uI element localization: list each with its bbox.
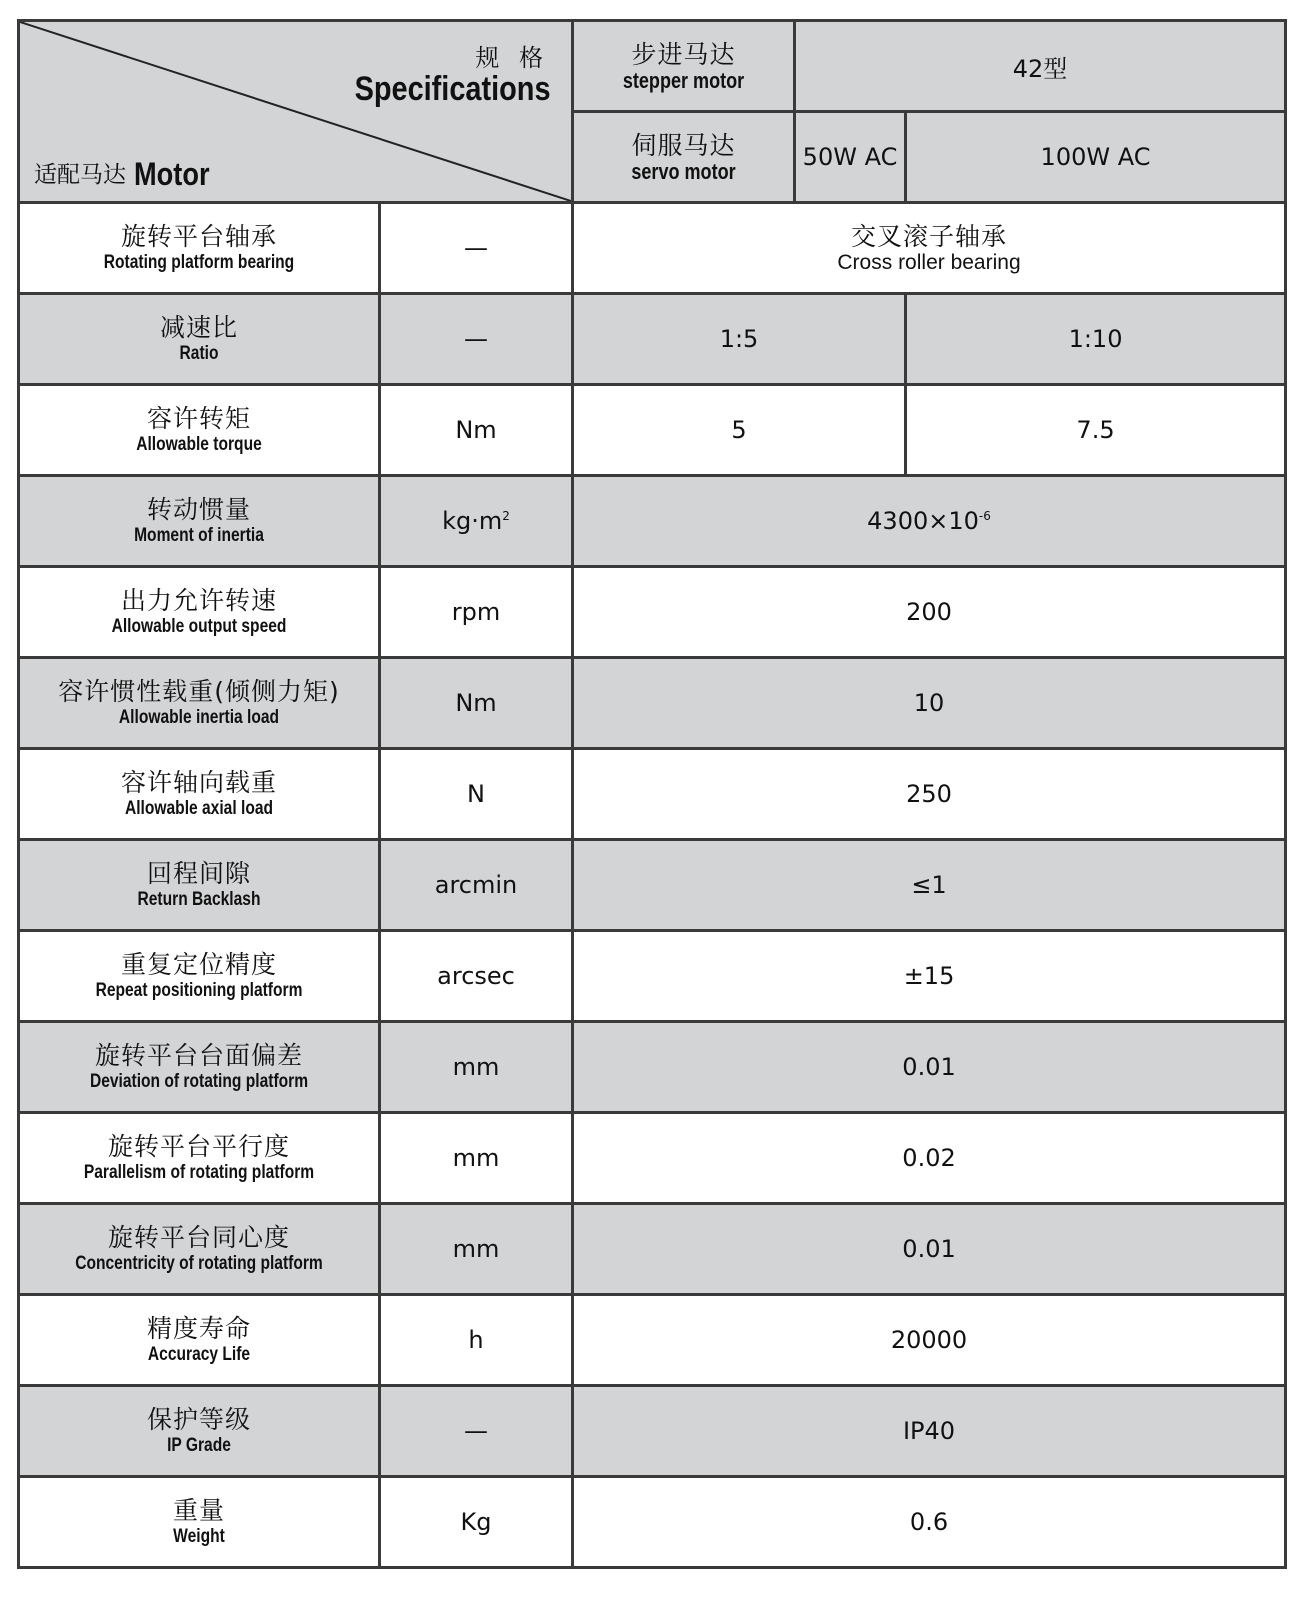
motor-label-en: Motor xyxy=(134,156,210,192)
param-name-en: Allowable torque xyxy=(136,434,262,455)
motor-label-zh: 适配马达 xyxy=(34,162,126,188)
value-base: 4300×10 xyxy=(867,507,979,535)
param-unit: Nm xyxy=(380,385,573,476)
table-row xyxy=(19,658,1286,749)
param-value xyxy=(573,203,1286,294)
servo-motor-header xyxy=(573,112,795,203)
param-unit: Nm xyxy=(380,658,573,749)
param-unit: Kg xyxy=(380,1477,573,1568)
table-row xyxy=(19,294,1286,385)
param-value-a: 1:5 xyxy=(573,294,906,385)
param-name-zh: 保护等级 xyxy=(146,1405,251,1434)
param-name xyxy=(19,567,380,658)
param-name-zh: 旋转平台同心度 xyxy=(107,1223,290,1252)
servo-100w-header: 100W AC xyxy=(906,112,1286,203)
param-name xyxy=(19,294,380,385)
param-name-en: Return Backlash xyxy=(137,889,261,910)
table-row xyxy=(19,476,1286,567)
param-name-zh: 容许惯性载重(倾侧力矩) xyxy=(58,677,340,706)
table-row xyxy=(19,203,1286,294)
param-name-zh: 旋转平台平行度 xyxy=(107,1132,290,1161)
param-name xyxy=(19,385,380,476)
param-unit: — xyxy=(380,203,573,294)
servo-motor-en: servo motor xyxy=(631,159,736,184)
param-name xyxy=(19,931,380,1022)
table-row xyxy=(19,1477,1286,1568)
param-name-en: Moment of inertia xyxy=(134,525,264,546)
param-name-zh: 转动惯量 xyxy=(146,495,251,524)
param-unit: arcsec xyxy=(380,931,573,1022)
servo-motor-zh: 伺服马达 xyxy=(631,131,736,160)
table-row xyxy=(19,1022,1286,1113)
table-row xyxy=(19,385,1286,476)
param-name-zh: 重复定位精度 xyxy=(120,950,277,979)
param-name xyxy=(19,1477,380,1568)
param-name xyxy=(19,1113,380,1204)
param-name-zh: 减速比 xyxy=(159,313,238,342)
param-name-en: Rotating platform bearing xyxy=(103,252,295,273)
table-row xyxy=(19,1295,1286,1386)
param-value: 0.02 xyxy=(573,1113,1286,1204)
spec-table xyxy=(17,19,1287,1569)
param-name xyxy=(19,840,380,931)
param-value-a: 5 xyxy=(573,385,906,476)
param-name-zh: 精度寿命 xyxy=(146,1314,251,1343)
table-row xyxy=(19,1386,1286,1477)
table-row xyxy=(19,567,1286,658)
param-value: 250 xyxy=(573,749,1286,840)
param-unit: mm xyxy=(380,1022,573,1113)
param-value: 0.6 xyxy=(573,1477,1286,1568)
corner-header-cell xyxy=(19,21,573,203)
unit-exponent: 2 xyxy=(502,509,510,523)
param-unit: — xyxy=(380,1386,573,1477)
param-value: 10 xyxy=(573,658,1286,749)
param-name-en: Ratio xyxy=(179,343,219,364)
param-unit: arcmin xyxy=(380,840,573,931)
model-header: 42型 xyxy=(795,21,1286,112)
param-value: 0.01 xyxy=(573,1022,1286,1113)
param-name xyxy=(19,1386,380,1477)
param-name-en: Weight xyxy=(173,1526,225,1547)
param-unit: N xyxy=(380,749,573,840)
param-name-zh: 回程间隙 xyxy=(146,859,251,888)
param-name-zh: 出力允许转速 xyxy=(120,586,277,615)
param-name-en: Allowable inertia load xyxy=(118,707,280,728)
param-value: ≤1 xyxy=(573,840,1286,931)
param-name xyxy=(19,476,380,567)
param-name xyxy=(19,1295,380,1386)
param-name-zh: 旋转平台台面偏差 xyxy=(94,1041,303,1070)
table-row xyxy=(19,1204,1286,1295)
param-value-b: 1:10 xyxy=(906,294,1286,385)
param-unit xyxy=(380,476,573,567)
param-unit: mm xyxy=(380,1113,573,1204)
param-value: 20000 xyxy=(573,1295,1286,1386)
param-value xyxy=(573,476,1286,567)
param-value: 0.01 xyxy=(573,1204,1286,1295)
param-name xyxy=(19,203,380,294)
param-value-zh: 交叉滚子轴承 xyxy=(851,222,1008,251)
param-name xyxy=(19,658,380,749)
param-value: 200 xyxy=(573,567,1286,658)
param-name-en: Allowable axial load xyxy=(124,798,274,819)
param-unit: rpm xyxy=(380,567,573,658)
param-name xyxy=(19,749,380,840)
param-name-en: Allowable output speed xyxy=(111,616,287,637)
param-name-zh: 容许轴向载重 xyxy=(120,768,277,797)
param-unit: mm xyxy=(380,1204,573,1295)
param-name-en: Accuracy Life xyxy=(147,1344,251,1365)
param-value-b: 7.5 xyxy=(906,385,1286,476)
param-name-en: IP Grade xyxy=(167,1435,231,1456)
param-unit: h xyxy=(380,1295,573,1386)
param-name xyxy=(19,1022,380,1113)
param-value: IP40 xyxy=(573,1386,1286,1477)
param-name-zh: 旋转平台轴承 xyxy=(120,222,277,251)
stepper-motor-header xyxy=(573,21,795,112)
spec-label-zh: 规 格 xyxy=(475,44,549,72)
unit-base: kg·m xyxy=(442,507,503,535)
servo-50w-header: 50W AC xyxy=(795,112,906,203)
param-value-en: Cross roller bearing xyxy=(837,251,1021,274)
param-name-en: Parallelism of rotating platform xyxy=(83,1162,315,1183)
param-name-en: Deviation of rotating platform xyxy=(89,1071,309,1092)
param-name xyxy=(19,1204,380,1295)
param-name-zh: 容许转矩 xyxy=(146,404,251,433)
table-row xyxy=(19,1113,1286,1204)
table-row xyxy=(19,840,1286,931)
param-name-zh: 重量 xyxy=(172,1496,225,1525)
spec-label-en: Specifications xyxy=(355,70,551,108)
stepper-motor-en: stepper motor xyxy=(622,68,745,93)
param-name-en: Repeat positioning platform xyxy=(95,980,303,1001)
table-row xyxy=(19,931,1286,1022)
table-row xyxy=(19,749,1286,840)
param-unit: — xyxy=(380,294,573,385)
value-exponent: -6 xyxy=(978,509,991,523)
stepper-motor-zh: 步进马达 xyxy=(631,40,736,69)
param-name-en: Concentricity of rotating platform xyxy=(75,1253,323,1274)
param-value: ±15 xyxy=(573,931,1286,1022)
